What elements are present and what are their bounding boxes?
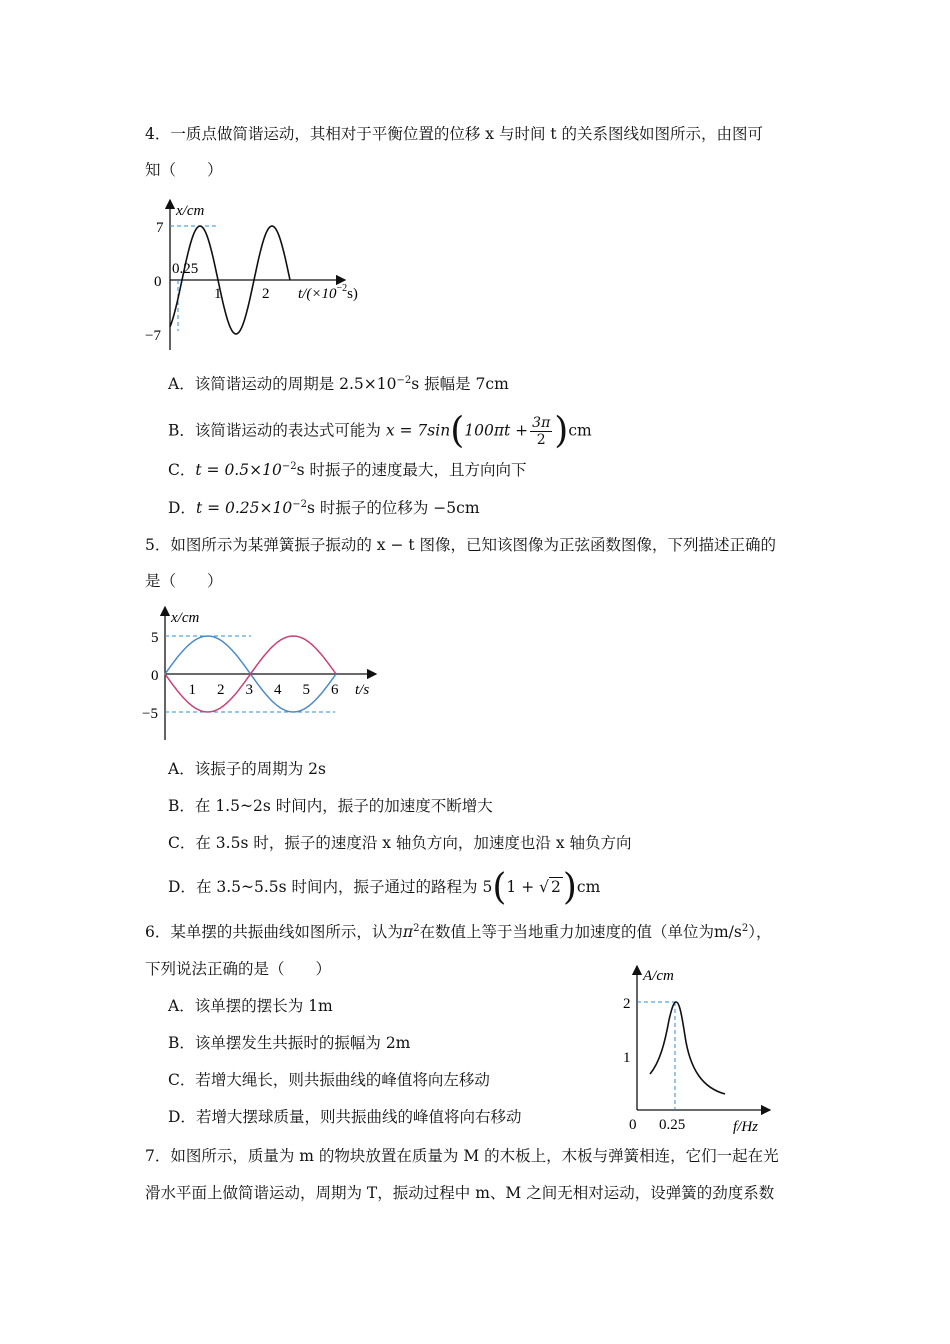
q6-option-d[interactable]	[168, 1107, 521, 1127]
q6-pi: π	[402, 923, 414, 941]
q4-tick-y-bottom: −7	[145, 328, 161, 344]
q5-option-d-text1: 在 3.5~5.5s 时间内，振子通过的路程为	[195, 878, 478, 896]
q6-option-b-text: 该单摆发生共振时的振幅为 2m	[194, 1034, 411, 1052]
q6-tick-y-1: 1	[623, 1050, 631, 1066]
q4-option-d-text2: s 时振子的位移为 −5cm	[306, 499, 480, 517]
q5-option-c[interactable]	[168, 833, 632, 853]
q4-graph	[140, 195, 390, 355]
q5-option-c-text: 在 3.5s 时，振子的速度沿 x 轴负方向，加速度也沿 x 轴负方向	[195, 834, 632, 852]
q6-option-c[interactable]	[168, 1070, 490, 1090]
q4-option-a-label: A．	[168, 375, 195, 393]
q4-option-b-lparen: (	[450, 410, 465, 452]
q4-option-c-text1: t = 0.5×10	[195, 461, 282, 479]
q5-option-d-label: D．	[168, 878, 196, 896]
q4-y-label: x/cm	[176, 203, 205, 219]
q5-option-d-formula-inner: 1 +	[506, 878, 535, 896]
q5-option-a-label: A．	[168, 760, 195, 778]
q5-y-label: x/cm	[171, 610, 200, 626]
q5-graph	[140, 603, 385, 743]
q5-x-label: t/s	[355, 682, 370, 698]
q5-x-ticks	[189, 682, 340, 698]
q6-x-label: f/Hz	[733, 1119, 759, 1134]
q5-option-b-label: B．	[168, 797, 195, 815]
q5-option-d-unit: cm	[576, 878, 601, 896]
q6-stem-line2: 下列说法正确的是（ ）	[145, 960, 332, 978]
q4-option-c[interactable]	[168, 460, 526, 480]
q4-x-label-main: t/(×10	[298, 286, 337, 302]
q6-stem-part-c: ），	[748, 923, 772, 941]
q5-tick-y-bottom: −5	[142, 706, 158, 722]
q4-option-b-label: B．	[168, 421, 195, 440]
q7-stem-line1: 7．如图所示，质量为 m 的物块放置在质量为 M 的木板上，木板与弹簧相连，它们一起在光	[145, 1147, 779, 1165]
q5-option-d[interactable]: D．在 3.5~5.5s 时间内，振子通过的路程为 5(1 + √ 2)cm	[168, 867, 601, 908]
q5-tick-x-5: 5	[302, 682, 310, 698]
q5-option-b-text: 在 1.5~2s 时间内，振子的加速度不断增大	[194, 797, 493, 815]
q4-option-b[interactable]	[168, 410, 592, 452]
q6-unit: m/s	[713, 923, 742, 941]
q5-option-c-label: C．	[168, 834, 196, 852]
q6-option-a[interactable]	[168, 996, 333, 1016]
q5-tick-origin: 0	[151, 668, 159, 684]
q4-x-label	[298, 283, 358, 302]
q4-option-a-exp: −2	[396, 375, 412, 386]
q6-pi-exp: 2	[413, 923, 420, 934]
q5-option-d-rparen: )	[562, 867, 577, 908]
q5-tick-y-top: 5	[151, 630, 159, 646]
q4-tick-025: 0.25	[172, 261, 199, 277]
q6-option-c-label: C．	[168, 1071, 196, 1089]
q6-unit-exp: 2	[741, 923, 749, 934]
q5-tick-x-3: 3	[245, 682, 253, 698]
q5-stem-line1: 5．如图所示为某弹簧振子振动的 x − t 图像，已知该图像为正弦函数图像，下列描述正确的	[145, 536, 777, 554]
q5-option-b[interactable]	[168, 796, 493, 816]
q6-option-d-text: 若增大摆球质量，则共振曲线的峰值将向右移动	[195, 1108, 522, 1126]
q4-option-b-frac-den: 2	[536, 432, 546, 448]
q4-option-c-label: C．	[168, 461, 196, 479]
q4-option-d-exp: −2	[292, 499, 307, 510]
q4-x-label-end: s)	[347, 286, 358, 302]
q4-stem-line1: 4．一质点做简谐运动，其相对于平衡位置的位移 x 与时间 t 的关系图线如图所示，由图可	[145, 125, 764, 143]
q5-tick-x-6: 6	[331, 682, 339, 698]
q4-option-a-text2: s 振幅是 7cm	[411, 375, 509, 393]
q4-tick-origin: 0	[154, 274, 162, 290]
q4-option-c-exp: −2	[281, 461, 297, 472]
q6-option-a-text: 该单摆的摆长为 1m	[194, 997, 333, 1015]
q4-tick-2: 2	[262, 286, 270, 302]
q6-stem-line1	[145, 922, 771, 942]
q4-option-a[interactable]	[168, 374, 509, 394]
q4-option-b-unit: cm	[568, 421, 592, 440]
q5-option-d-sqrt: 2	[551, 878, 561, 896]
q4-option-b-formula-mid: 100πt +	[464, 421, 529, 440]
q5-tick-x-1: 1	[188, 682, 196, 698]
q6-option-b-label: B．	[168, 1034, 195, 1052]
q6-y-label: A/cm	[643, 968, 674, 984]
q5-option-a-text: 该振子的周期为 2s	[194, 760, 326, 778]
q5-option-d-formula-pre: 5	[482, 878, 493, 896]
q6-tick-origin: 0	[629, 1117, 637, 1133]
q5-tick-x-4: 4	[274, 682, 282, 698]
q4-option-d[interactable]	[168, 498, 480, 518]
q5-stem-line2: 是（ ）	[145, 572, 223, 590]
q4-x-label-exp: −2	[336, 283, 348, 294]
q6-tick-x: 0.25	[659, 1117, 686, 1133]
q4-stem-line2: 知（ ）	[145, 161, 223, 179]
q4-option-d-text1: t = 0.25×10	[195, 499, 293, 517]
q6-graph	[615, 962, 775, 1134]
q4-option-b-fraction	[530, 415, 552, 448]
q6-option-a-label: A．	[168, 997, 195, 1015]
q6-option-b[interactable]	[168, 1033, 410, 1053]
q4-option-b-text1: 该简谐运动的表达式可能为	[194, 421, 381, 440]
q6-resonance-curve	[650, 1002, 725, 1094]
q5-option-d-lparen: (	[492, 867, 507, 908]
q4-tick-1: 1	[214, 286, 222, 302]
q6-stem-part-b: 在数值上等于当地重力加速度的值（单位为	[419, 923, 714, 941]
q4-tick-y-top: 7	[156, 220, 164, 236]
q4-option-b-rparen: )	[554, 410, 569, 452]
q6-option-c-text: 若增大绳长，则共振曲线的峰值将向左移动	[195, 1071, 490, 1089]
q5-option-a[interactable]	[168, 759, 326, 779]
q6-tick-y-2: 2	[623, 996, 631, 1012]
q4-option-b-formula-pre: x = 7sin	[385, 421, 451, 440]
q4-option-b-frac-num: 3π	[532, 415, 551, 431]
q5-tick-x-2: 2	[217, 682, 225, 698]
q4-option-d-label: D．	[168, 499, 196, 517]
q4-option-c-text2: s 时振子的速度最大，且方向向下	[296, 461, 527, 479]
q6-stem-part-a: 6．某单摆的共振曲线如图所示，认为	[145, 923, 403, 941]
q6-option-d-label: D．	[168, 1108, 196, 1126]
q7-stem-line2: 滑水平面上做简谐运动，周期为 T，振动过程中 m、M 之间无相对运动，设弹簧的劲度系数	[145, 1184, 775, 1202]
q4-option-a-text1: 该简谐运动的周期是 2.5×10	[194, 375, 397, 393]
